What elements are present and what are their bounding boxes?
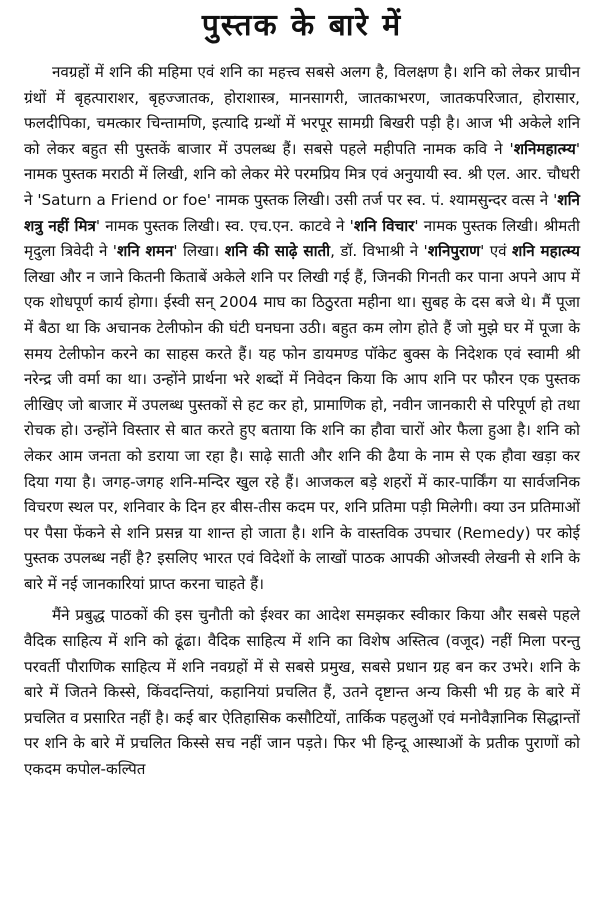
text-run: ' एवं: [480, 242, 512, 261]
bold-book-title: शनि शत्रु नहीं मित्र: [24, 190, 580, 235]
text-run: नवग्रहों में शनि की महिमा एवं शनि का महत्त्व सबसे अलग है, विलक्षण है। शनि को लेकर प्राचीन ग्रंथों में बृहत्पाराशर, बृहज्जातक, होराशास्त्र, मानसागरी, जातकाभरण, जातकपरिजात, होरासार, फलदीपिका, चमत्कार चिन्तामणि, इत्यादि ग्रन्थों में भरपूर सामग्री बिखरी पड़ी है। आज भी अकेले शनि को लेकर बहुत सी पुस्तकें बाजार में उपलब्ध हैं। सबसे पहले महीपति नामक कवि ने ': [24, 63, 580, 158]
paragraph-2: [24, 603, 580, 782]
bold-book-title: शनिमहात्म्य: [513, 139, 576, 158]
bold-book-title: शनि विचार: [353, 216, 415, 235]
bold-book-title: शनि महात्म्य: [512, 242, 580, 261]
text-run: , डॉ. विभाश्री ने ': [330, 242, 428, 261]
bold-book-title: शनिपुराण: [427, 242, 481, 261]
text-run: ' लिखा।: [173, 242, 225, 261]
text-run: मैंने प्रबुद्ध पाठकों की इस चुनौती को ईश्वर का आदेश समझकर स्वीकार किया और सबसे पहले वैदिक साहित्य में शनि को ढूंढा। वैदिक साहित्य में शनि का विशेष अस्तित्व (वजूद) नहीं मिला परन्तु परवर्ती पौराणिक साहित्य में शनि नवग्रहों में से सबसे प्रमुख, सबसे प्रधान ग्रह बन कर उभरे। शनि के बारे में जितने किस्से, किंवदन्तियां, कहानियां प्रचलित हैं, उतने दृष्टान्त अन्य किसी भी ग्रह के बारे में प्रचलित व प्रसारित नहीं है। कई बार ऐतिहासिक कसौटियों, तार्किक पहलुओं एवं मनोवैज्ञानिक सिद्धान्तों पर शनि के बारे में प्रचलित किस्से सच नहीं जान पड़ते। फिर भी हिन्दू आस्थाओं के प्रतीक पुराणों को एकदम कपोल-कल्पित: [24, 606, 580, 779]
text-run: ' नामक पुस्तक मराठी में लिखी, शनि को लेकर मेरे परमप्रिय मित्र एवं अनुयायी स्व. श्री एल. आर. चौधरी ने 'Saturn a Friend or foe' नामक पुस्तक लिखी। उसी तर्ज पर स्व. पं. श्यामसुन्दर वत्स ने ': [24, 139, 580, 209]
text-run: ' नामक पुस्तक लिखी। श्रीमती मृदुला त्रिवेदी ने ': [24, 216, 580, 261]
page-title: पुस्तक के बारे में: [201, 8, 403, 43]
text-run: लिखा और न जाने कितनी किताबें अकेले शनि पर लिखी गई हैं, जिनकी गिनती कर पाना अपने आप में एक शोधपूर्ण कार्य होगा। ईस्वी सन् 2004 माघ का ठिठुरता महीना था। सुबह के दस बजे थे। मैं पूजा में बैठा था कि अचानक टेलीफोन की घंटी घनघना उठी। बहुत कम लोग होते हैं जो मुझे घर में पूजा के समय टेलीफोन करने का साहस करते हैं। यह फोन डायमण्ड पॉकेट बुक्स के निदेशक एवं स्वामी श्री नरेन्द्र जी वर्मा का था। उन्होंने प्रार्थना भरे शब्दों में निवेदन किया कि आप शनि पर फौरन एक पुस्तक लीखिए जो बाजार में उपलब्ध पुस्तकों से हट कर हो, प्रामाणिक हो, नवीन जानकारी से परिपूर्ण हो तथा रोचक हो। उन्होंने विस्तार से बात करते हुए बताया कि शनि का हौवा चारों ओर फैला हुआ है। शनि को लेकर आम जनता को डराया जा रहा है। साढ़े साती और शनि की ढैया के नाम से एक हौवा खड़ा कर दिया गया है। जगह-जगह शनि-मन्दिर खुल रहे हैं। आजकल बड़े शहरों में कार-पार्किंग या सार्वजनिक विचरण स्थल पर, शनिवार के दिन हर बीस-तीस कदम पर, शनि प्रतिमा पड़ी मिलेगी। क्या उन प्रतिमाओं पर पैसा फेंकने से शनि प्रसन्न या शान्त हो जाता है। शनि के वास्तविक उपचार (Remedy) पर कोई पुस्तक उपलब्ध नहीं है? इसलिए भारत एवं विदेशों के लाखों पाठक आपकी ओजस्वी लेखनी से शनि के बारे में नई जानकारियां प्राप्त करना चाहते हैं।: [24, 267, 580, 593]
text-run: ' नामक पुस्तक लिखी। स्व. एच.एन. काटवे ने ': [95, 216, 354, 235]
bold-book-title: शनि शमन: [116, 242, 174, 261]
paragraph-1: [24, 60, 580, 597]
bold-book-title: शनि की साढ़े साती: [224, 242, 331, 261]
